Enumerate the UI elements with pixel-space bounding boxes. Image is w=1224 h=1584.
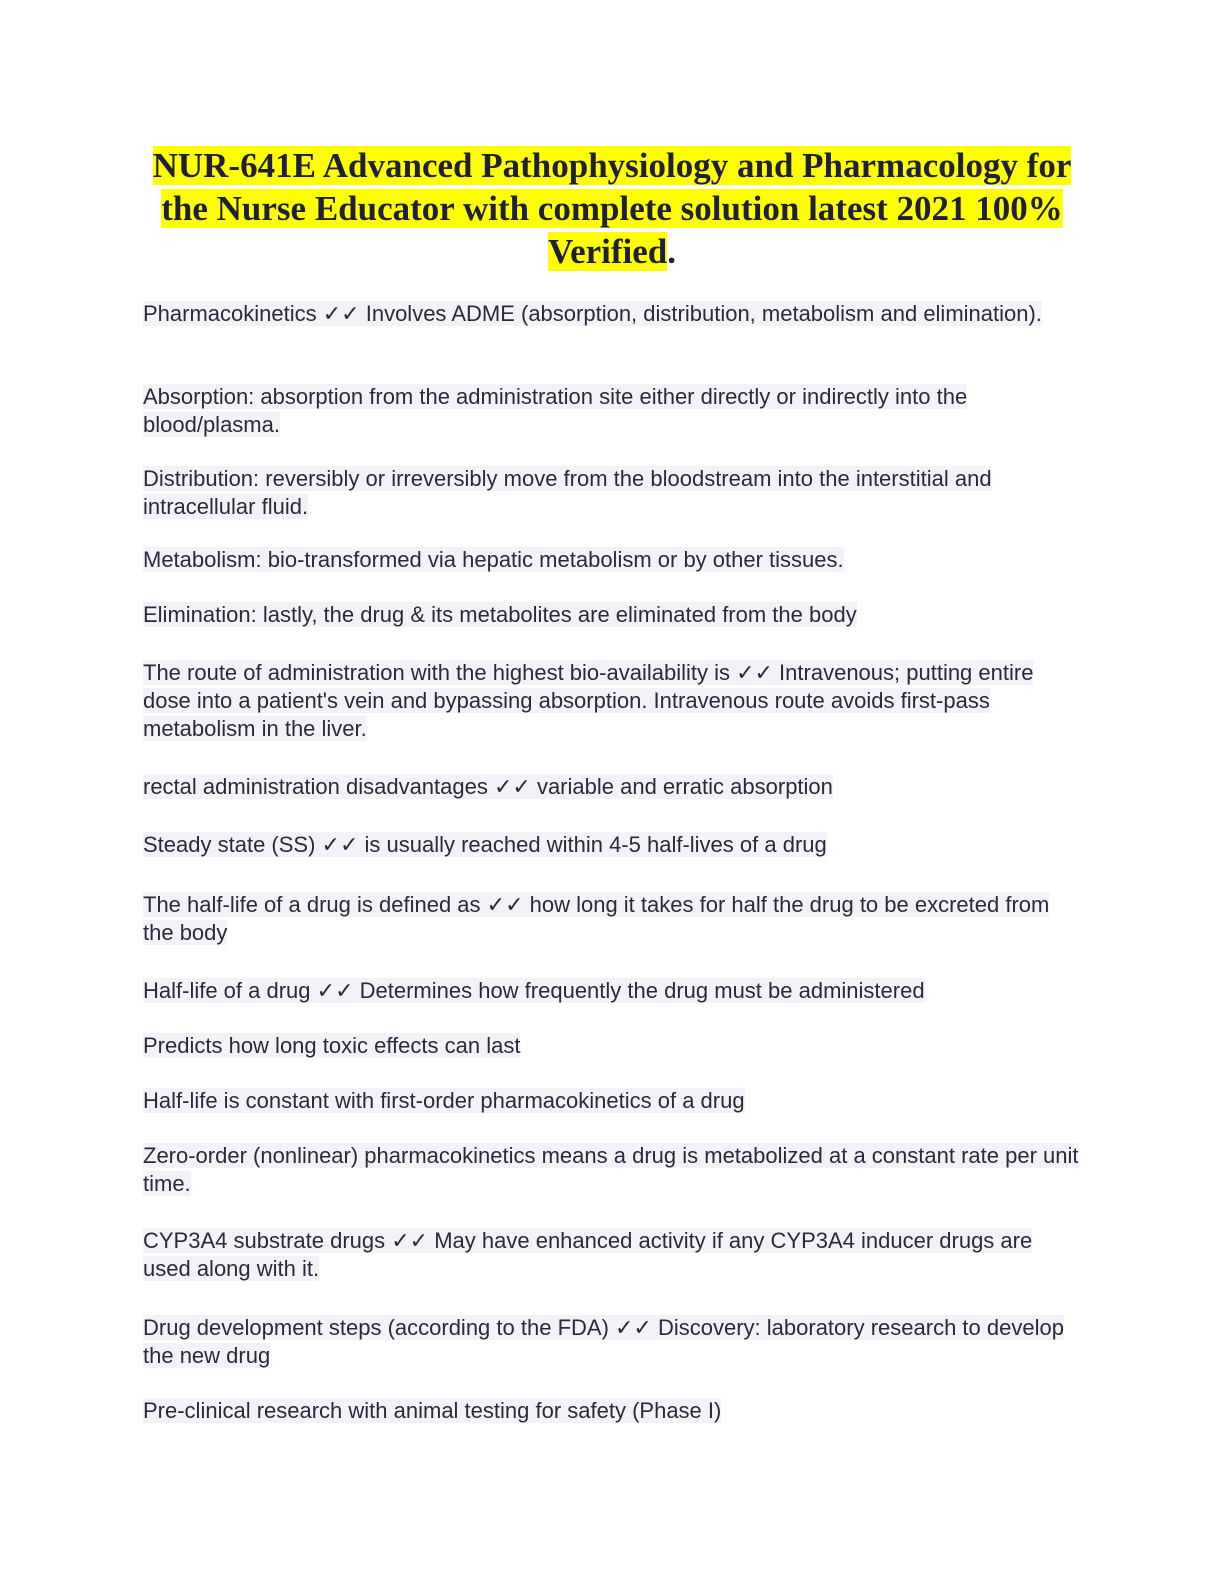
paragraph-text: Half-life of a drug ✓✓ Determines how frequently the drug must be administered xyxy=(143,978,925,1003)
paragraph-text: Half-life is constant with first-order pharmacokinetics of a drug xyxy=(143,1088,745,1113)
document-title xyxy=(140,144,1084,273)
paragraph-drug-development xyxy=(143,1314,1083,1370)
title-period: . xyxy=(667,232,676,271)
paragraph-text: The route of administration with the highest bio-availability is ✓✓ Intravenous; putting entire dose into a patient's vein and bypassing absorption. Intravenous route avoids first-pass metabolism in the liver. xyxy=(143,660,1034,741)
paragraph-distribution xyxy=(143,465,1083,521)
title-highlight: NUR-641E Advanced Pathophysiology and Pharmacology for the Nurse Educator with complete solution latest 2021 100% Verified xyxy=(152,146,1072,271)
paragraph-text: Pre-clinical research with animal testing for safety (Phase I) xyxy=(143,1398,722,1423)
paragraph-text: Predicts how long toxic effects can last xyxy=(143,1033,521,1058)
paragraph-elimination xyxy=(143,601,1083,629)
paragraph-cyp3a4 xyxy=(143,1227,1083,1283)
paragraph-text: CYP3A4 substrate drugs ✓✓ May have enhanced activity if any CYP3A4 inducer drugs are used along with it. xyxy=(143,1228,1033,1281)
paragraph-toxic-effects xyxy=(143,1032,1083,1060)
paragraph-half-life-frequency xyxy=(143,977,1083,1005)
paragraph-text: Pharmacokinetics ✓✓ Involves ADME (absorption, distribution, metabolism and elimination). xyxy=(143,301,1042,326)
paragraph-absorption xyxy=(143,383,1083,439)
paragraph-zero-order xyxy=(143,1142,1083,1198)
paragraph-half-life-definition xyxy=(143,891,1083,947)
paragraph-rectal xyxy=(143,773,1083,801)
paragraph-text: Elimination: lastly, the drug & its metabolites are eliminated from the body xyxy=(143,602,857,627)
paragraph-first-order xyxy=(143,1087,1083,1115)
paragraph-route xyxy=(143,659,1083,743)
paragraph-text: Metabolism: bio-transformed via hepatic metabolism or by other tissues. xyxy=(143,547,844,572)
paragraph-text: Zero-order (nonlinear) pharmacokinetics means a drug is metabolized at a constant rate per unit time. xyxy=(143,1143,1079,1196)
paragraph-pre-clinical xyxy=(143,1397,1083,1425)
paragraph-metabolism xyxy=(143,546,1083,574)
paragraph-text: Absorption: absorption from the administration site either directly or indirectly into the blood/plasma. xyxy=(143,384,968,437)
paragraph-text: rectal administration disadvantages ✓✓ variable and erratic absorption xyxy=(143,774,833,799)
paragraph-text: Distribution: reversibly or irreversibly move from the bloodstream into the interstitial and intracellular fluid. xyxy=(143,466,992,519)
paragraph-steady-state xyxy=(143,831,1083,859)
paragraph-pharmacokinetics xyxy=(143,300,1083,328)
paragraph-text: The half-life of a drug is defined as ✓✓ how long it takes for half the drug to be excreted from the body xyxy=(143,892,1050,945)
paragraph-text: Drug development steps (according to the FDA) ✓✓ Discovery: laboratory research to develop the new drug xyxy=(143,1315,1064,1368)
paragraph-text: Steady state (SS) ✓✓ is usually reached within 4-5 half-lives of a drug xyxy=(143,832,827,857)
